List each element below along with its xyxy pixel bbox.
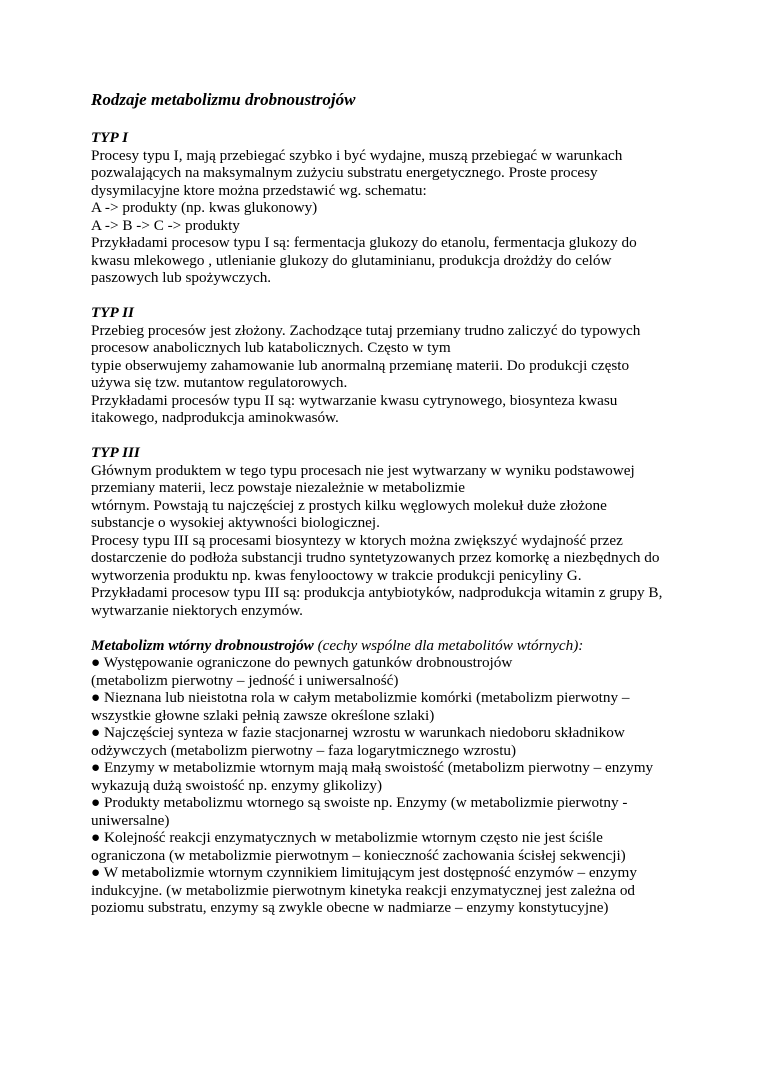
- section-typ-1: [91, 129, 681, 287]
- paragraph-line: typie obserwujemy zahamowanie lub anormalną przemianę materii. Do produkcji często: [91, 356, 630, 374]
- spacer: [91, 287, 681, 305]
- paragraph-line: Przykładami procesów typu II są: wytwarzanie kwasu cytrynowego, biosynteza kwasu: [91, 391, 618, 409]
- spacer: [91, 110, 681, 129]
- scheme-line: A -> B -> C -> produkty: [91, 216, 240, 234]
- paragraph-line: procesow anabolicznych lub katabolicznych. Często w tym: [91, 339, 451, 356]
- paragraph-line: wytworzenia produktu np. kwas fenylooctowy w trakcie produkcji penicyliny G.: [91, 566, 582, 584]
- list-item: [91, 654, 681, 689]
- list-item-line: ● Nieznana lub nieistotna rola w całym metabolizmie komórki (metabolizm pierwotny –: [91, 689, 630, 706]
- list-item-line: ● Kolejność reakcji enzymatycznych w metabolizmie wtornym często nie jest ściśle: [91, 829, 603, 846]
- list-item-line: ● Występowanie ograniczone do pewnych gatunków drobnoustrojów: [91, 654, 513, 671]
- paragraph-line: Procesy typu III są procesami biosyntezy w ktorych można zwiększyć wydajność przez: [91, 531, 623, 549]
- list-item-line: ● Produkty metabolizmu wtornego są swoiste np. Enzymy (w metabolizmie pierwotny -: [91, 794, 628, 811]
- list-item: [91, 724, 681, 759]
- paragraph-line: używa się tzw. mutantow regulatorowych.: [91, 374, 348, 391]
- paragraph-line: wtórnym. Powstają tu najczęściej z prostych kilku węglowych molekuł duże złożone: [91, 496, 607, 514]
- secondary-heading-title: Metabolizm wtórny drobnoustrojów: [91, 636, 314, 654]
- paragraph-line: paszowych lub spożywczych.: [91, 269, 272, 286]
- scheme-line: A -> produkty (np. kwas glukonowy): [91, 199, 318, 216]
- list-item: [91, 759, 681, 794]
- secondary-heading-note: (cechy wspólne dla metabolitów wtórnych):: [313, 636, 584, 654]
- spacer: [91, 619, 681, 637]
- paragraph-line: itakowego, nadprodukcja aminokwasów.: [91, 409, 339, 426]
- section-secondary-metabolism: [91, 637, 681, 917]
- paragraph-line: Głównym produktem w tego typu procesach nie jest wytwarzany w wyniku podstawowej: [91, 461, 635, 479]
- section-heading: TYP II: [91, 304, 134, 321]
- paragraph-line: wytwarzanie niektorych enzymów.: [91, 601, 303, 619]
- paragraph-line: pozwalających na maksymalnym zużyciu substratu energetycznego. Proste procesy: [91, 164, 598, 181]
- list-item: [91, 689, 681, 724]
- document-page: [91, 90, 681, 917]
- list-item: [91, 864, 681, 917]
- paragraph-line: kwasu mlekowego , utlenianie glukozy do glutaminianu, produkcja drożdży do celów: [91, 251, 612, 269]
- list-item-line: poziomu substratu, enzymy są zwykle obecne w nadmiarze – enzymy konstytucyjne): [91, 899, 609, 916]
- list-item: [91, 829, 681, 864]
- list-item-line: ● Enzymy w metabolizmie wtornym mają małą swoistość (metabolizm pierwotny – enzymy: [91, 759, 654, 776]
- list-item-line: uniwersalne): [91, 811, 170, 829]
- secondary-heading: [91, 637, 681, 655]
- section-heading: TYP III: [91, 444, 140, 461]
- list-item-line: odżywczych (metabolizm pierwotny – faza logarytmicznego wzrostu): [91, 741, 517, 759]
- list-item-line: indukcyjne. (w metabolizmie pierwotnym kinetyka reakcji enzymatycznej jest zależna od: [91, 881, 636, 899]
- paragraph-line: przemiany materii, lecz powstaje niezależnie w metabolizmie: [91, 479, 466, 496]
- list-item-line: ● W metabolizmie wtornym czynnikiem limitującym jest dostępność enzymów – enzymy: [91, 864, 637, 881]
- section-typ-2: [91, 304, 681, 427]
- list-item-line: wszystkie głowne szlaki pełnią zawsze określone szlaki): [91, 706, 435, 724]
- paragraph-line: substancje o wysokiej aktywności biologicznej.: [91, 514, 380, 531]
- paragraph-line: Przykładami procesow typu I są: fermentacja glukozy do etanolu, fermentacja glukozy do: [91, 234, 637, 251]
- spacer: [91, 427, 681, 445]
- list-item: [91, 794, 681, 829]
- list-item-line: wykazują dużą swoistość np. enzymy glikolizy): [91, 776, 383, 794]
- paragraph-line: Procesy typu I, mają przebiegać szybko i być wydajne, muszą przebiegać w warunkach: [91, 146, 623, 164]
- paragraph-line: Przebieg procesów jest złożony. Zachodzące tutaj przemiany trudno zaliczyć do typowych: [91, 321, 641, 339]
- list-item-line: ograniczona (w metabolizmie pierwotnym – konieczność zachowania ścisłej sekwencji): [91, 846, 626, 864]
- list-item-line: ● Najczęściej synteza w fazie stacjonarnej wzrostu w warunkach niedoboru składnikow: [91, 724, 625, 741]
- section-typ-3: [91, 444, 681, 619]
- document-title: Rodzaje metabolizmu drobnoustrojów: [91, 90, 356, 109]
- section-heading: TYP I: [91, 129, 128, 146]
- paragraph-line: dostarczenie do podłoża substancji trudno syntetyzowanych przez komorkę a niezbędnych do: [91, 549, 660, 566]
- list-item-line: (metabolizm pierwotny – jedność i uniwersalność): [91, 671, 399, 689]
- paragraph-line: dysymilacyjne ktore można przedstawić wg. schematu:: [91, 181, 427, 199]
- paragraph-line: Przykładami procesow typu III są: produkcja antybiotyków, nadprodukcja witamin z grupy B,: [91, 584, 663, 601]
